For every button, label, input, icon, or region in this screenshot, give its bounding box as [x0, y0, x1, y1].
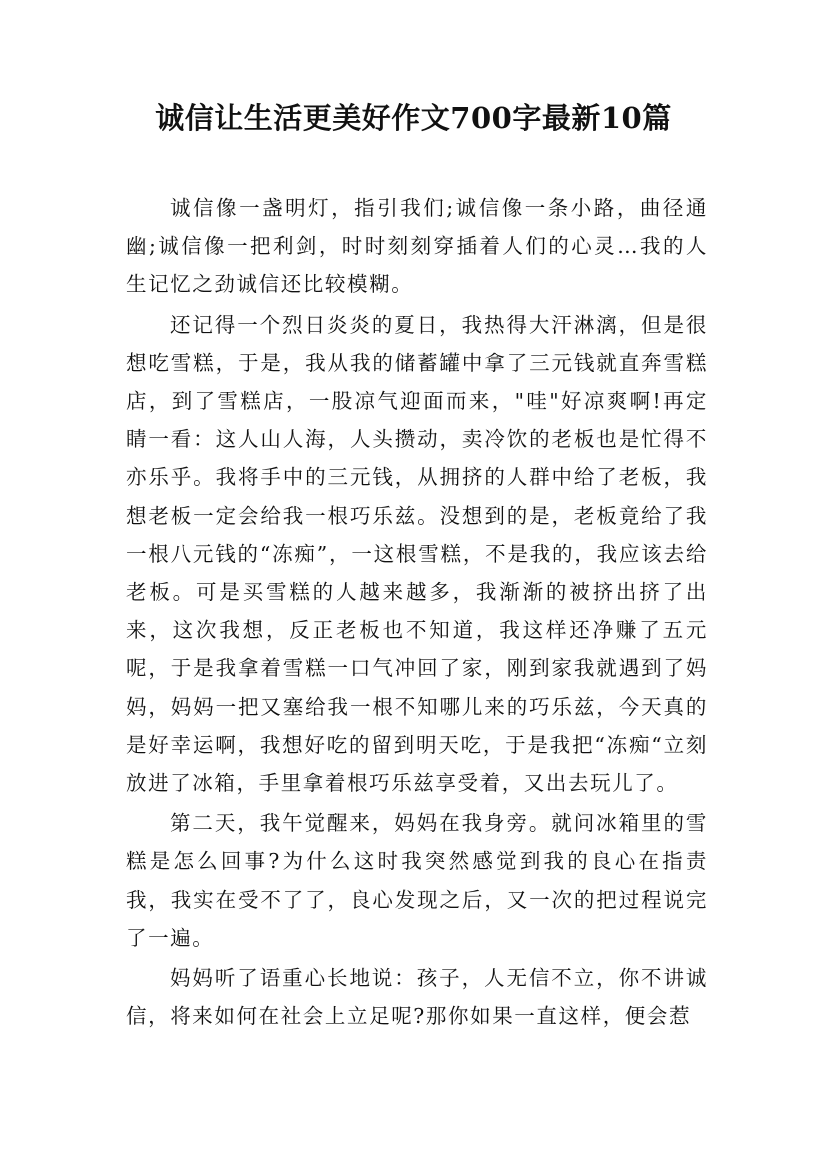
document-title: 诚信让生活更美好作文700字最新10篇: [155, 101, 672, 135]
paragraph-2: 还记得一个烈日炎炎的夏日，我热得大汗淋漓，但是很想吃雪糕，于是，我从我的储蓄罐中拿了三元钱就直奔雪糕店，到了雪糕店，一股凉气迎面而来，"哇"好凉爽啊!再定睛一看：这人山人海，人头攒动，卖冷饮的老板也是忙得不亦乐乎。我将手中的三元钱，从拥挤的人群中给了老板，我想老板一定会给我一根巧乐兹。没想到的是，老板竟给了我一根八元钱的“冻痴”，一这根雪糕，不是我的，我应该去给老板。可是买雪糕的人越来越多，我渐渐的被挤出挤了出来，这次我想，反正老板也不知道，我这样还净赚了五元呢，于是我拿着雪糕一口气冲回了家，刚到家我就遇到了妈妈，妈妈一把又塞给我一根不知哪儿来的巧乐兹，今天真的是好幸运啊，我想好吃的留到明天吃，于是我把“冻痴“立刻放进了冰箱，手里拿着根巧乐兹享受着，又出去玩儿了。: [126, 312, 708, 796]
paragraph-4: 妈妈听了语重心长地说：孩子，人无信不立，你不讲诚信，将来如何在社会上立足呢?那你如果一直这样，便会惹: [126, 966, 708, 1029]
paragraph-3: 第二天，我午觉醒来，妈妈在我身旁。就问冰箱里的雪糕是怎么回事?为什么这时我突然感觉到我的良心在指责我，我实在受不了了，良心发现之后，又一次的把过程说完了一遍。: [126, 811, 708, 950]
paragraph-1: 诚信像一盏明灯，指引我们;诚信像一条小路，曲径通幽;诚信像一把利剑，时时刻刻穿插着人们的心灵…我的人生记忆之劲诚信还比较模糊。: [126, 196, 708, 297]
document-body: [126, 189, 708, 1037]
